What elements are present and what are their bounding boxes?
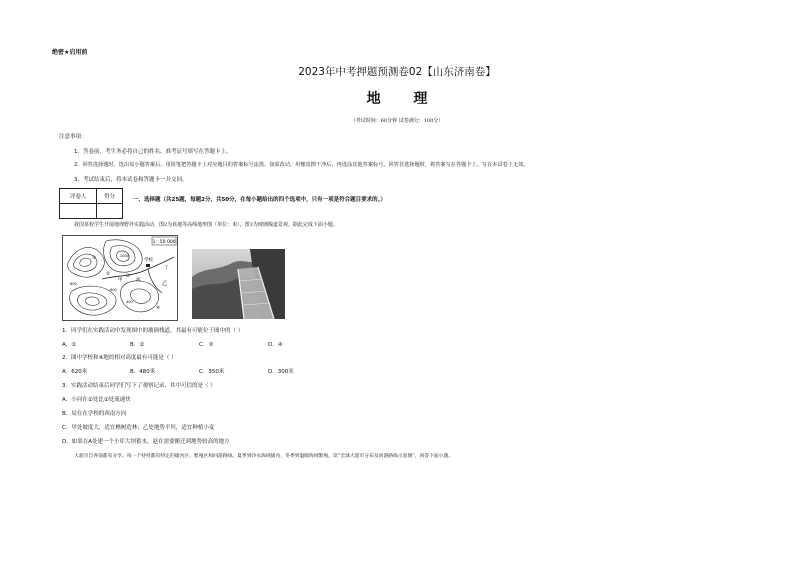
note-item-3: 3．考试结束后，将本试卷和答题卡一并交回。 — [74, 177, 188, 183]
question-3-option-b: B．局在在学校的西南方向 — [62, 411, 127, 417]
score-table-reviewer-header: 评卷人 — [60, 189, 97, 204]
subject-title: 地 理 — [366, 91, 442, 107]
question-2-option-c: C．350米 — [199, 369, 225, 375]
score-table-reviewer-cell — [60, 204, 97, 219]
secret-label: 绝密★启用前 — [52, 49, 88, 56]
map-label-school: 学校 — [144, 258, 153, 263]
note-item-1: 1．答卷前，考生务必将自己的姓名、准考证号填写在答题卡上。 — [74, 149, 232, 155]
question-2-option-a: A．620米 — [62, 369, 88, 375]
question-1-stem: 1．同学们在实践活动中发现图中的玻璃栈道，其最有可能位于图中的（ ） — [62, 328, 244, 334]
time-info: （考试时间：60分钟 试卷满分：100分） — [350, 118, 444, 124]
map-label-contour-400: 400 — [126, 300, 133, 304]
map-label-3: ③ — [92, 256, 97, 261]
map-label-1: ① — [126, 274, 131, 279]
score-table — [59, 188, 123, 219]
section-lead: 我国某校学生开展地理野外实践活动，图2为该地等高线地形图（单位：米），图3为玻璃栈道景观。据此完成下面小题。 — [74, 222, 338, 228]
notes-heading: 注意事项： — [59, 134, 87, 140]
question-2-option-d: D．300米 — [268, 369, 294, 375]
map-scale-text: 1：50 000 — [152, 240, 176, 245]
section-title: 一、选择题（共25题，每题2分，共50分，在每小题给出的四个选项中，只有一项是符合题目要求的。） — [133, 197, 386, 203]
school-marker — [146, 264, 150, 267]
map-label-contour-1000: 1000 — [120, 254, 129, 258]
contour-map — [62, 235, 178, 321]
glass-walkway-photo — [192, 249, 285, 319]
question-3-option-c: C．甲处坡度大，适宜樵树造林；乙处地势平坦，适宜种植小麦 — [62, 425, 215, 431]
question-1-option-b: B．② — [130, 342, 145, 348]
map-label-2: ② — [106, 272, 111, 277]
map-label-4: ④ — [156, 306, 161, 311]
question-2-stem: 2．图中学校和④地的相对高度最有可能是（ ） — [62, 355, 177, 361]
map-label-contour-800: 800 — [70, 282, 77, 286]
note-item-2: 2．回答选择题时，选出每小题答案后，用铅笔把答题卡上对应题目的答案标号涂黑。如需改动，用橡皮擦干净后，再选涂其他答案标号。回答非选择题时，将答案写在答题卡上。写在本试卷上无效。 — [74, 162, 529, 168]
question-3-option-d: D．如果在A处建一个小库大坝蓄水，赵在需要搬迁到地势较高的地方 — [62, 439, 230, 445]
question-1-option-d: D．④ — [268, 342, 283, 348]
question-1-option-c: C．③ — [199, 342, 214, 348]
map-label-river: 河 — [136, 278, 141, 283]
page-title: 2023年中考押题预测卷02【山东济南卷】 — [298, 66, 496, 78]
map-label-ding: 丁 — [164, 266, 169, 271]
map-label-jia: 甲 — [118, 278, 123, 283]
score-table-score-header: 得分 — [97, 189, 123, 204]
question-1-option-a: A．① — [62, 342, 77, 348]
question-3-stem: 3．实践活动结束后同学们写下了观察记录，其中可信的是（ ） — [62, 383, 216, 389]
score-table-score-cell — [97, 204, 123, 219]
question-2-option-b: B．480米 — [130, 369, 156, 375]
map-label-yi: 乙 — [162, 281, 168, 287]
question-3-option-a: A．小河在②处比①处流速快 — [62, 397, 131, 403]
map-label-contour-600: 600 — [110, 288, 117, 292]
next-passage-intro: 大超市自各领都有分享。每一个特样都有特定的储食区、繁殖区和回游路线。夏季到冷水海域捕食，冬季到温暖海域繁殖。读“全球大超市分布及回游路线示意图”，回答下面小题。 — [74, 454, 454, 459]
